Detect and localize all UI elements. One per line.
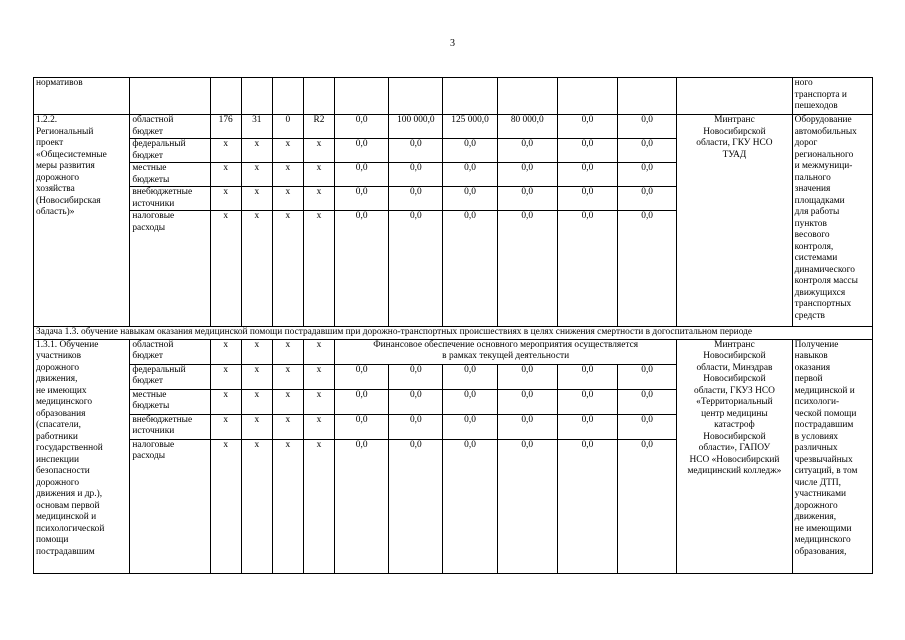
amount-cell: 0,0: [443, 364, 497, 389]
amount-cell: 0,0: [618, 439, 677, 573]
code-cell: x: [303, 364, 334, 389]
code-cell: x: [210, 139, 241, 163]
amount-cell: 0,0: [557, 389, 617, 414]
code-cell: x: [303, 163, 334, 187]
code-cell: x: [272, 439, 303, 573]
amount-cell: 0,0: [389, 139, 443, 163]
continuation-row: [34, 78, 873, 115]
amount-cell: 0,0: [335, 211, 389, 327]
code-cell: x: [210, 187, 241, 211]
amount-cell: 0,0: [497, 364, 557, 389]
empty-cell: [241, 78, 272, 115]
code-cell: x: [210, 439, 241, 573]
code-cell: 0: [272, 115, 303, 139]
code-cell: x: [303, 187, 334, 211]
amount-cell: 0,0: [335, 139, 389, 163]
code-cell: x: [272, 339, 303, 364]
code-cell: x: [210, 163, 241, 187]
amount-cell: 0,0: [497, 163, 557, 187]
empty-cell: [303, 78, 334, 115]
program-table: [33, 77, 873, 574]
amount-cell: 100 000,0: [389, 115, 443, 139]
empty-cell: [618, 78, 677, 115]
amount-cell: 0,0: [335, 439, 389, 573]
code-cell: x: [272, 389, 303, 414]
amount-cell: 0,0: [335, 163, 389, 187]
amount-cell: 0,0: [557, 211, 617, 327]
code-cell: x: [303, 439, 334, 573]
result-cell: Получение навыков оказания первой медицинской и психологи- ческой помощи пострадавшим в условиях различных чрезвычайных ситуаций, в том числе ДТП, участниками дорожного движения, не имеющими медицинского образования,: [792, 339, 872, 573]
amount-cell: 0,0: [335, 414, 389, 439]
code-cell: 31: [241, 115, 272, 139]
executor-cell: Минтранс Новосибирской области, ГКУ НСО ТУАД: [677, 115, 792, 327]
funding-source-cell: налоговые расходы: [130, 211, 210, 327]
funding-source-cell: областной бюджет: [130, 115, 210, 139]
amount-cell: 0,0: [443, 211, 497, 327]
code-cell: R2: [303, 115, 334, 139]
empty-cell: [443, 78, 497, 115]
task-heading-cell: Задача 1.3. обучение навыкам оказания медицинской помощи пострадавшим при дорожно-транспортных происшествиях в целях снижения смертности в догоспитальном периоде: [34, 327, 873, 340]
code-cell: x: [241, 139, 272, 163]
code-cell: 176: [210, 115, 241, 139]
amount-cell: 0,0: [497, 439, 557, 573]
code-cell: x: [210, 339, 241, 364]
amount-cell: 0,0: [497, 139, 557, 163]
code-cell: x: [272, 211, 303, 327]
code-cell: x: [303, 139, 334, 163]
code-cell: x: [241, 389, 272, 414]
amount-cell: 0,0: [557, 115, 617, 139]
code-cell: x: [272, 364, 303, 389]
amount-cell: 0,0: [557, 163, 617, 187]
result-cell: ного транспорта и пешеходов: [792, 78, 872, 115]
funding-source-cell: внебюджетные источники: [130, 187, 210, 211]
financing-note-cell: Финансовое обеспечение основного мероприятия осуществляется в рамках текущей деятельности: [335, 339, 677, 364]
amount-cell: 0,0: [618, 389, 677, 414]
amount-cell: 80 000,0: [497, 115, 557, 139]
amount-cell: 0,0: [389, 414, 443, 439]
amount-cell: 0,0: [618, 187, 677, 211]
funding-row: [34, 339, 873, 364]
code-cell: x: [272, 187, 303, 211]
code-cell: x: [210, 364, 241, 389]
code-cell: x: [303, 414, 334, 439]
amount-cell: 0,0: [443, 389, 497, 414]
empty-cell: [557, 78, 617, 115]
amount-cell: 0,0: [389, 439, 443, 573]
code-cell: x: [241, 163, 272, 187]
funding-source-cell: местные бюджеты: [130, 389, 210, 414]
amount-cell: 0,0: [443, 187, 497, 211]
amount-cell: 0,0: [335, 364, 389, 389]
amount-cell: 0,0: [557, 139, 617, 163]
code-cell: x: [210, 414, 241, 439]
amount-cell: 0,0: [618, 115, 677, 139]
amount-cell: 0,0: [335, 389, 389, 414]
amount-cell: 0,0: [557, 439, 617, 573]
code-cell: x: [241, 211, 272, 327]
code-cell: x: [210, 211, 241, 327]
amount-cell: 0,0: [497, 187, 557, 211]
amount-cell: 0,0: [389, 211, 443, 327]
amount-cell: 0,0: [497, 389, 557, 414]
amount-cell: 0,0: [557, 187, 617, 211]
code-cell: x: [303, 389, 334, 414]
task-row: [34, 327, 873, 340]
amount-cell: 125 000,0: [443, 115, 497, 139]
code-cell: x: [241, 364, 272, 389]
amount-cell: 0,0: [618, 364, 677, 389]
funding-source-cell: областной бюджет: [130, 339, 210, 364]
empty-cell: [130, 78, 210, 115]
empty-cell: [272, 78, 303, 115]
executor-cell: [677, 78, 792, 115]
funding-source-cell: федеральный бюджет: [130, 139, 210, 163]
funding-source-cell: федеральный бюджет: [130, 364, 210, 389]
amount-cell: 0,0: [618, 211, 677, 327]
amount-cell: 0,0: [443, 414, 497, 439]
amount-cell: 0,0: [335, 115, 389, 139]
code-cell: x: [241, 414, 272, 439]
measure-name-cell: нормативов: [34, 78, 130, 115]
code-cell: x: [303, 339, 334, 364]
code-cell: x: [272, 414, 303, 439]
code-cell: x: [272, 139, 303, 163]
funding-row: [34, 115, 873, 139]
code-cell: x: [241, 187, 272, 211]
result-cell: Оборудование автомобильных дорог регионального и межмуници- пального значения площадками для работы пунктов весового контроля, системами динамического контроля массы движущихся транспортных средств: [792, 115, 872, 327]
amount-cell: 0,0: [497, 211, 557, 327]
code-cell: x: [241, 439, 272, 573]
amount-cell: 0,0: [557, 414, 617, 439]
empty-cell: [210, 78, 241, 115]
amount-cell: 0,0: [335, 187, 389, 211]
executor-cell: Минтранс Новосибирской области, Минздрав Новосибирской области, ГКУЗ НСО «Территориальный центр медицины катастроф Новосибирской области», ГАПОУ НСО «Новосибирский медицинский колледж»: [677, 339, 792, 573]
amount-cell: 0,0: [443, 163, 497, 187]
code-cell: x: [210, 389, 241, 414]
code-cell: x: [241, 339, 272, 364]
amount-cell: 0,0: [389, 163, 443, 187]
amount-cell: 0,0: [618, 139, 677, 163]
funding-source-cell: местные бюджеты: [130, 163, 210, 187]
empty-cell: [335, 78, 389, 115]
amount-cell: 0,0: [557, 364, 617, 389]
code-cell: x: [272, 163, 303, 187]
amount-cell: 0,0: [389, 187, 443, 211]
funding-source-cell: налоговые расходы: [130, 439, 210, 573]
page-number: 3: [450, 38, 455, 49]
code-cell: x: [303, 211, 334, 327]
empty-cell: [497, 78, 557, 115]
amount-cell: 0,0: [618, 163, 677, 187]
amount-cell: 0,0: [443, 139, 497, 163]
amount-cell: 0,0: [443, 439, 497, 573]
measure-name-cell: 1.3.1. Обучение участников дорожного движения, не имеющих медицинского образования (спасатели, работники государственной инспекции безопасности дорожного движения и др.), основам первой медицинской и психологической помощи пострадавшим: [34, 339, 130, 573]
funding-source-cell: внебюджетные источники: [130, 414, 210, 439]
empty-cell: [389, 78, 443, 115]
amount-cell: 0,0: [389, 364, 443, 389]
amount-cell: 0,0: [389, 389, 443, 414]
measure-name-cell: 1.2.2. Региональный проект «Общесистемные меры развития дорожного хозяйства (Новосибирская область)»: [34, 115, 130, 327]
amount-cell: 0,0: [497, 414, 557, 439]
amount-cell: 0,0: [618, 414, 677, 439]
